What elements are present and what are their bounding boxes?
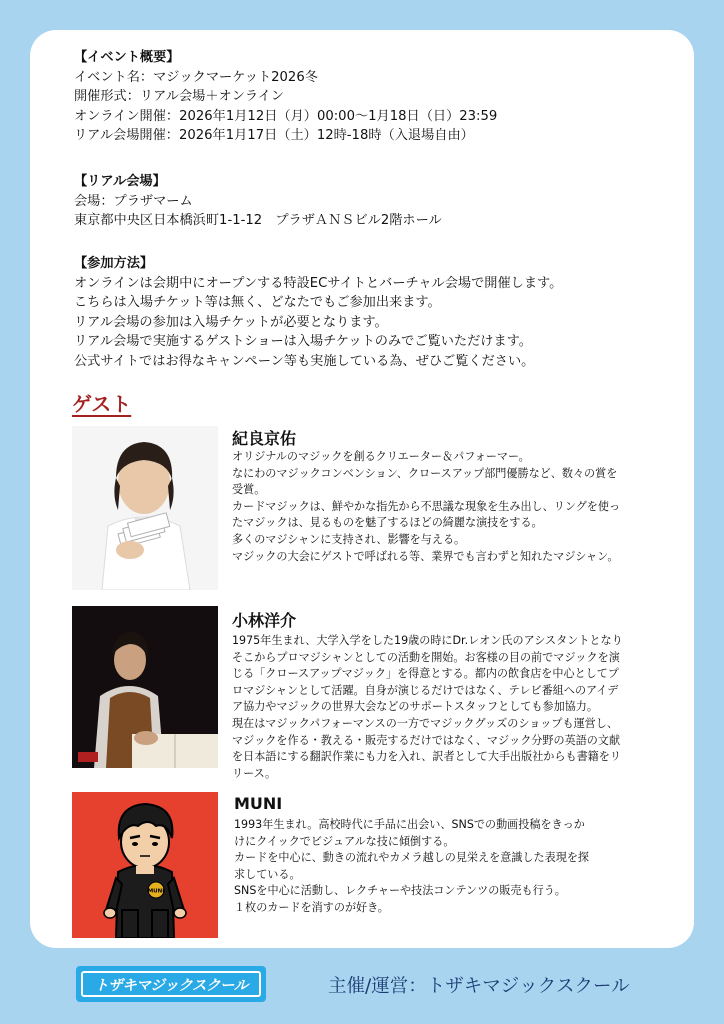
participation-line: 公式サイトではお得なキャンペーン等も実施している為、ぜひご覧ください。: [74, 353, 535, 369]
bio-line: 1993年生まれ。高校時代に手品に出会い、SNSでの動画投稿をきっか: [234, 818, 585, 831]
bio-line: １枚のカードを消すのが好き。: [234, 900, 389, 914]
bio-line: 多くのマジシャンに支持され、影響を与える。: [232, 532, 466, 546]
bio-line: けにクイックでビジュアルな技に傾倒する。: [234, 834, 455, 848]
guest-name: 小林洋介: [232, 611, 297, 630]
bio-line: なにわのマジックコンベンション、クロースアップ部門優勝など、数々の賞を: [232, 466, 618, 480]
guest-bio: [234, 817, 674, 917]
overview-line: イベント名：マジックマーケット2026冬: [74, 69, 318, 85]
guest-bio: [232, 633, 672, 782]
guest-name: MUNI: [234, 794, 283, 813]
school-logo-text: トザキマジックスクール: [81, 971, 261, 997]
participation-section: [74, 254, 674, 372]
organizer-text: 主催/運営：トザキマジックスクール: [328, 976, 630, 997]
bio-line: マジックの大会にゲストで呼ばれる等、業界でも言わずと知れたマジシャン。: [232, 549, 619, 563]
bio-line: カードマジックは、鮮やかな指先から不思議な現象を生み出し、リングを使っ: [232, 499, 621, 513]
participation-line: リアル会場で実施するゲストショーは入場チケットのみでご覧いただけます。: [74, 334, 532, 350]
bio-line: オリジナルのマジックを創るクリエーター＆パフォーマー。: [232, 450, 530, 463]
event-overview-section: [74, 48, 674, 146]
bio-line: 現在はマジックパフォーマンスの一方でマジックグッズのショップも運営し、: [232, 716, 618, 730]
overview-line: 開催形式：リアル会場＋オンライン: [74, 89, 285, 105]
guest-bio: [232, 449, 672, 565]
guest-photo-kobayashi: [72, 606, 218, 768]
bio-line: ア協力やマジックの世界大会などのサポートスタッフとしても参加協力。: [232, 700, 598, 714]
participation-line: オンラインは会期中にオープンする特設ECサイトとバーチャル会場で開催します。: [74, 275, 563, 291]
bio-line: 受賞。: [232, 483, 266, 497]
flyer-card: [30, 30, 694, 948]
guest-name: 紀良京佑: [232, 429, 297, 448]
bio-line: 求している。: [234, 867, 301, 881]
overview-line: オンライン開催：2026年1月12日（月）00:00～1月18日（日）23:59: [74, 108, 498, 124]
bio-line: リース。: [232, 766, 277, 780]
participation-line: リアル会場の参加は入場チケットが必要となります。: [74, 314, 388, 330]
school-logo: [76, 966, 266, 1002]
shirt-logo-text: MUNI: [147, 888, 165, 895]
bio-line: じる「クロースアップマジック」を得意とする。都内の飲食店を中心としてプ: [232, 667, 619, 681]
bio-line: ロマジシャンとして活躍。自身が演じるだけではなく、テレビ番組へのアイデ: [232, 683, 619, 697]
bio-line: を日本語にする翻訳作業にも力を入れ、訳者として大手出版社からも書籍をリ: [232, 750, 621, 764]
bio-line: たマジックは、見るものを魅了するほどの綺麗な演技をする。: [232, 516, 543, 530]
participation-line: こちらは入場チケット等は無く、どなたでもご参加出来ます。: [74, 295, 441, 311]
participation-heading: 【参加方法】: [74, 256, 154, 271]
bio-line: そこからプロマジシャンとしての活動を開始。お客様の目の前でマジックを演: [232, 650, 620, 664]
venue-line: 東京都中央区日本橋浜町1-1-12 プラザＡＮＳビル2階ホール: [74, 213, 442, 229]
guests-heading: ゲスト: [72, 392, 132, 416]
guest-photo-kira: [72, 426, 218, 590]
venue-line: 会場：プラザマーム: [74, 193, 193, 209]
venue-section: [74, 172, 674, 231]
overview-heading: 【イベント概要】: [74, 50, 180, 65]
bio-line: SNSを中心に活動し、レクチャーや技法コンテンツの販売も行う。: [234, 884, 566, 898]
bio-line: カードを中心に、動きの流れやカメラ越しの見栄えを意識した表現を探: [234, 851, 590, 865]
guest-illustration-muni: [72, 792, 218, 938]
overview-line: リアル会場開催：2026年1月17日（土）12時-18時（入退場自由）: [74, 128, 474, 144]
bio-line: 1975年生まれ、大学入学をした19歳の時にDr.レオン氏のアシスタントとなり: [232, 634, 623, 647]
venue-heading: 【リアル会場】: [74, 174, 166, 189]
bio-line: マジックを作る・教える・販売するだけではなく、マジック分野の英語の文献: [232, 733, 621, 747]
